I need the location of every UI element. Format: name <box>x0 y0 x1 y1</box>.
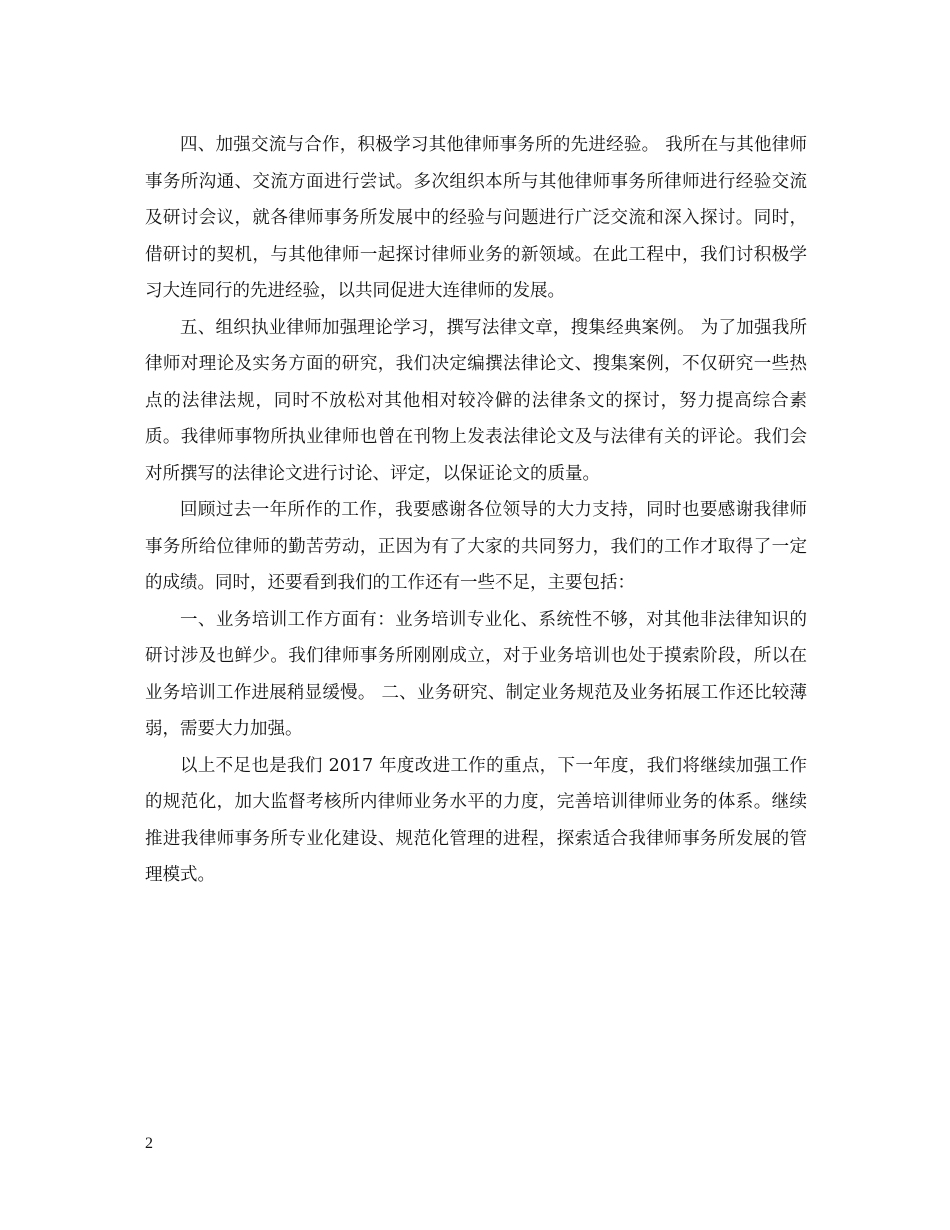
paragraph-theory-study: 五、组织执业律师加强理论学习，撰写法律文章，搜集经典案例。 为了加强我所律师对理论及实务方面的研究，我们决定编撰法律论文、搜集案例，不仅研究一些热点的法律法规，同时不放松对其他相对较冷僻的法律条文的探讨，努力提高综合素质。我律师事物所执业律师也曾在刊物上发表法律论文及与法律有关的评论。我们会对所撰写的法律论文进行讨论、评定，以保证论文的质量。 <box>145 317 807 484</box>
page-number: 2 <box>145 1135 153 1152</box>
paragraph-review-thanks: 回顾过去一年所作的工作，我要感谢各位领导的大力支持，同时也要感谢我律师事务所给位律师的勤苦劳动，正因为有了大家的共同努力，我们的工作才取得了一定的成绩。同时，还要看到我们的工作还有一些不足，主要包括： <box>145 500 807 593</box>
document-body <box>145 127 807 894</box>
paragraph-shortcomings: 一、业务培训工作方面有：业务培训专业化、系统性不够，对其他非法律知识的研讨涉及也鲜少。我们律师事务所刚刚成立，对于业务培训也处于摸索阶段，所以在业务培训工作进展稍显缓慢。 二、业务研究、制定业务规范及业务拓展工作还比较薄弱，需要大力加强。 <box>145 609 807 739</box>
paragraph-next-year-plan: 以上不足也是我们 2017 年度改进工作的重点，下一年度，我们将继续加强工作的规范化，加大监督考核所内律师业务水平的力度，完善培训律师业务的体系。继续推进我律师事务所专业化建设、规范化管理的进程，探索适合我律师事务所发展的管理模式。 <box>145 755 807 885</box>
paragraph-exchange-cooperation: 四、加强交流与合作，积极学习其他律师事务所的先进经验。 我所在与其他律师事务所沟通、交流方面进行尝试。多次组织本所与其他律师事务所律师进行经验交流及研讨会议，就各律师事务所发展中的经验与问题进行广泛交流和深入探讨。同时，借研讨的契机，与其他律师一起探讨律师业务的新领域。在此工程中，我们讨积极学习大连同行的先进经验，以共同促进大连律师的发展。 <box>145 135 807 301</box>
